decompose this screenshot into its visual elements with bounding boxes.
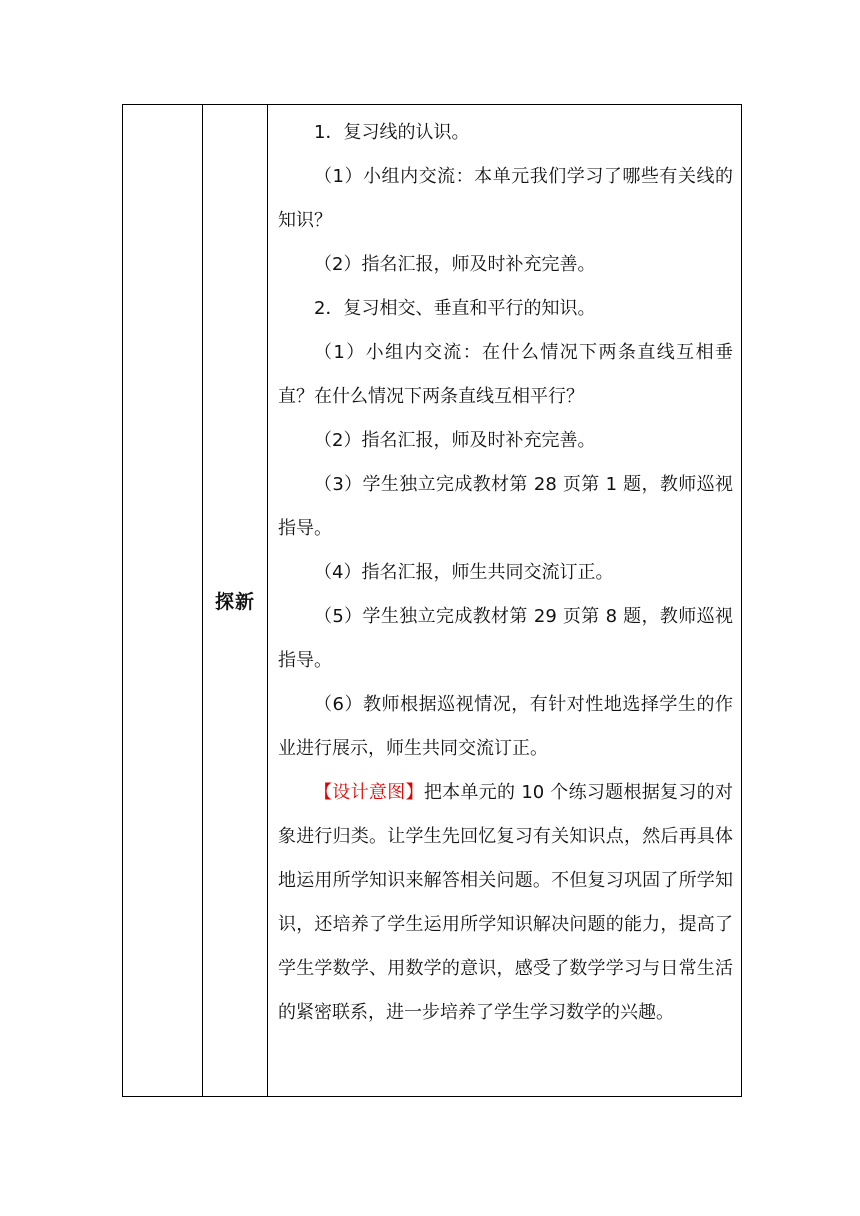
paragraph: （1）小组内交流：本单元我们学习了哪些有关线的知识？ [278, 166, 733, 231]
paragraph: （5）学生独立完成教材第 29 页第 8 题，教师巡视指导。 [278, 606, 733, 671]
paragraph: （2）指名汇报，师及时补充完善。 [314, 430, 596, 451]
paragraph: （6）教师根据巡视情况，有针对性地选择学生的作业进行展示，师生共同交流订正。 [278, 694, 733, 759]
paragraph: 1．复习线的认识。 [314, 122, 470, 143]
blank-cell [123, 105, 203, 1097]
paragraph: （3）学生独立完成教材第 28 页第 1 题，教师巡视指导。 [278, 474, 733, 539]
paragraph: （1）小组内交流：在什么情况下两条直线互相垂直？在什么情况下两条直线互相平行？ [278, 342, 733, 407]
design-intent-paragraph [278, 771, 733, 1035]
paragraph: 2．复习相交、垂直和平行的知识。 [314, 298, 596, 319]
section-label: 探新 [214, 591, 255, 613]
design-intent-tag: 【设计意图】 [314, 782, 424, 803]
paragraph: （4）指名汇报，师生共同交流订正。 [314, 562, 614, 583]
content-cell [268, 105, 742, 1097]
design-intent-text: 把本单元的 10 个练习题根据复习的对象进行归类。让学生先回忆复习有关知识点，然后再具体地运用所学知识来解答相关问题。不但复习巩固了所学知识，还培养了学生运用所学知识解决问题的能力，提高了学生学数学、用数学的意识，感受了数学学习与日常生活的紧密联系，进一步培养了学生学习数学的兴趣。 [278, 782, 733, 1023]
paragraph: （2）指名汇报，师及时补充完善。 [314, 254, 596, 275]
lesson-plan-table [122, 104, 742, 1097]
table-row [123, 105, 742, 1097]
section-cell [203, 105, 268, 1097]
